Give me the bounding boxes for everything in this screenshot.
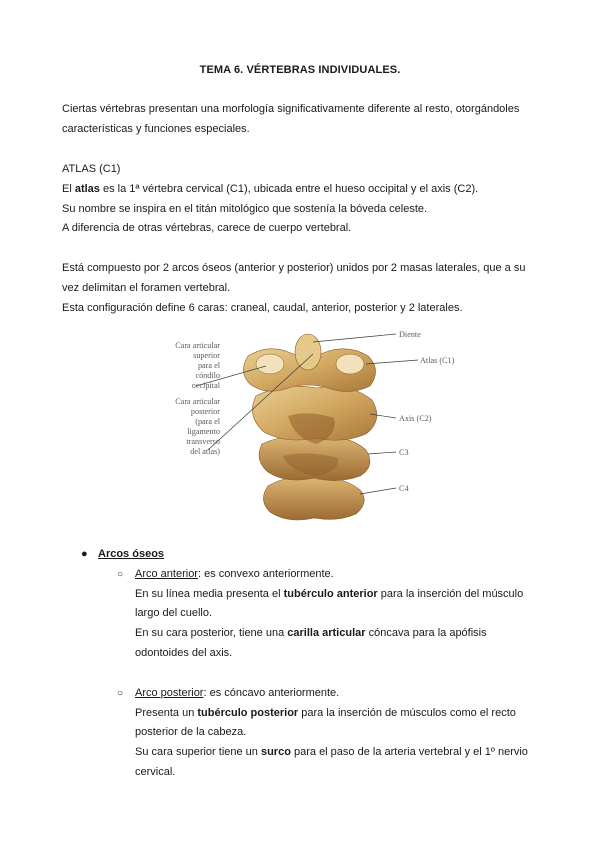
right-facet xyxy=(336,354,364,374)
label-diente: Diente xyxy=(399,330,421,339)
text-run: Su cara superior tiene un xyxy=(135,746,261,759)
label-posterior-1: Cara articular xyxy=(175,397,220,406)
list-item-arcos xyxy=(62,545,542,565)
label-posterior-3: (para el xyxy=(195,417,220,426)
label-condyle-1: Cara articular xyxy=(175,341,220,350)
label-posterior-2: posterior xyxy=(190,407,220,416)
arcos-list xyxy=(62,545,542,783)
label-condyle-4: cóndilo xyxy=(195,371,220,380)
text-run: Presenta un xyxy=(135,706,198,719)
bold-term: surco xyxy=(260,746,291,759)
text-run: para la inserción del músculo largo del cuello. xyxy=(135,587,524,620)
atlas-heading: ATLAS (C1) xyxy=(62,163,121,175)
faces-paragraph: Esta configuración define 6 caras: craneal, caudal, anterior, posterior y 2 laterales. xyxy=(62,302,463,314)
dens xyxy=(295,334,321,370)
bold-term-atlas: atlas xyxy=(74,183,100,195)
arcos-heading: Arcos óseos xyxy=(98,548,165,560)
circle-bullet-icon: ○ xyxy=(117,568,124,580)
bullet-icon: ● xyxy=(81,548,88,560)
arco-posterior-line-1 xyxy=(62,704,542,744)
atlas-line-3: A diferencia de otras vértebras, carece de cuerpo vertebral. xyxy=(62,222,352,234)
left-facet xyxy=(256,354,284,374)
vertebrae-drawing xyxy=(138,326,468,536)
bold-term: carilla articular xyxy=(287,627,366,640)
label-axis: Axis (C2) xyxy=(399,414,432,423)
page-title: TEMA 6. VÉRTEBRAS INDIVIDUALES. xyxy=(199,64,401,76)
list-item-arco-anterior xyxy=(62,565,542,585)
bold-term: tubérculo anterior xyxy=(283,587,378,600)
text-run: cóncava para la apófisis odontoides del axis. xyxy=(135,627,487,659)
label-condyle-5: occipital xyxy=(191,381,220,390)
arco-posterior-line-2 xyxy=(62,743,542,783)
list-item-arco-posterior xyxy=(62,684,542,704)
spacer xyxy=(62,664,542,684)
label-atlas: Atlas (C1) xyxy=(420,356,455,365)
text-run: es la 1ª vértebra cervical (C1), ubicada entre el hueso occipital y el axis (C2). xyxy=(99,183,479,195)
label-c3: C3 xyxy=(399,448,409,457)
label-posterior-6: del atlas) xyxy=(190,447,220,456)
arco-anterior-desc: : es convexo anteriormente. xyxy=(197,567,334,580)
arco-posterior-desc: : es cóncavo anteriormente. xyxy=(203,686,340,699)
circle-bullet-icon: ○ xyxy=(117,687,124,699)
composition-paragraph: Está compuesto por 2 arcos óseos (anterior y posterior) unidos por 2 masas laterales, que a su vez delimitan el foramen vertebral. xyxy=(62,262,526,294)
arco-posterior-label: Arco posterior xyxy=(135,686,204,699)
intro-paragraph: Ciertas vértebras presentan una morfología significativamente diferente al resto, otorgándoles características y funciones especiales. xyxy=(62,103,520,135)
c4-vertebra xyxy=(263,477,364,520)
label-condyle-2: superior xyxy=(193,351,220,360)
arco-anterior-line-1 xyxy=(62,585,542,625)
label-posterior-5: transverso xyxy=(186,437,220,446)
text-run: En su cara posterior, tiene una xyxy=(135,627,288,640)
label-c4: C4 xyxy=(399,484,409,493)
text-run: para la inserción de músculos como el recto posterior de la cabeza. xyxy=(135,706,516,739)
arco-anterior-line-2 xyxy=(62,624,542,664)
text-run: El xyxy=(62,183,75,195)
cervical-vertebrae-illustration xyxy=(138,326,468,536)
label-condyle-3: para el xyxy=(197,361,220,370)
atlas-line-2: Su nombre se inspira en el titán mitológico que sostenía la bóveda celeste. xyxy=(62,203,428,215)
text-run: para el paso de la arteria vertebral y el 1º nervio cervical. xyxy=(135,746,528,778)
atlas-line-1 xyxy=(62,180,542,200)
label-posterior-4: ligamento xyxy=(187,427,220,436)
bold-term: tubérculo posterior xyxy=(197,706,299,719)
text-run: En su línea media presenta el xyxy=(135,587,284,600)
arco-anterior-label: Arco anterior xyxy=(135,567,198,580)
